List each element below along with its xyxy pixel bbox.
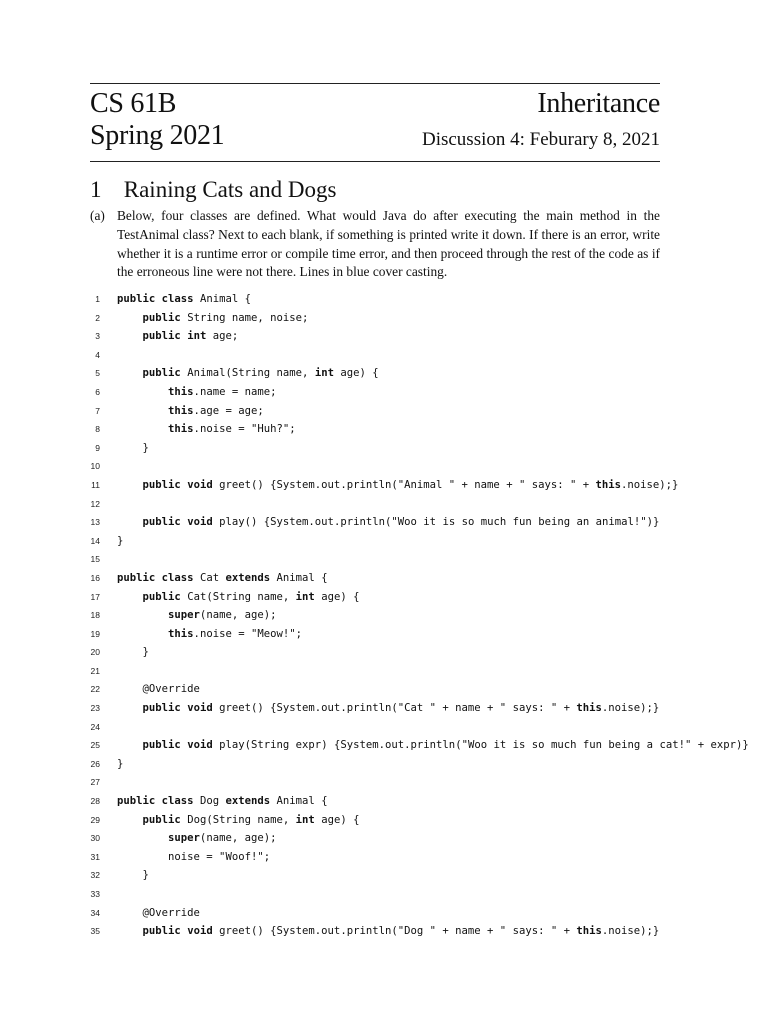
section-heading bbox=[90, 177, 337, 203]
line-number: 10 bbox=[90, 461, 100, 472]
code-text: noise = "Woof!"; bbox=[168, 850, 271, 863]
line-number: 8 bbox=[95, 424, 100, 435]
term-title: Spring 2021 bbox=[90, 120, 225, 151]
line-number: 6 bbox=[95, 386, 100, 397]
section-number: 1 bbox=[90, 177, 102, 202]
question-prompt bbox=[90, 207, 660, 282]
line-number: 23 bbox=[90, 703, 100, 714]
question-label: (a) bbox=[90, 208, 105, 223]
code-text: @Override bbox=[117, 906, 200, 919]
line-number: 11 bbox=[91, 479, 100, 490]
code-text: public Cat(String name, int age) { bbox=[142, 590, 360, 603]
code-line bbox=[0, 792, 768, 811]
line-number: 29 bbox=[90, 814, 100, 825]
code-text: super(name, age); bbox=[168, 832, 277, 845]
question-text: Below, four classes are defined. What would Java do after executing the main method in the TestAnimal class? Next to each blank, if something is printed write it down. If there is an error, write whether it is a runtime error or compile time error, and then proceed through the rest of the code as if the erroneous line were not there. Lines in blue cover casting. bbox=[117, 208, 660, 280]
line-number: 3 bbox=[95, 331, 100, 342]
line-number: 33 bbox=[90, 889, 100, 899]
code-line bbox=[0, 476, 768, 495]
code-line bbox=[0, 773, 768, 792]
code-line bbox=[0, 736, 768, 755]
code-line bbox=[0, 513, 768, 532]
code-text: } bbox=[117, 757, 124, 770]
code-line bbox=[0, 922, 768, 941]
line-number: 27 bbox=[90, 777, 100, 788]
code-text: public void greet() {System.out.println("Animal " + name + " says: " + this.noise);} bbox=[142, 478, 679, 491]
code-line bbox=[0, 327, 768, 346]
line-number: 18 bbox=[90, 610, 100, 621]
code-line bbox=[0, 402, 768, 421]
line-number: 5 bbox=[95, 368, 100, 379]
line-number: 24 bbox=[90, 721, 100, 732]
line-number: 13 bbox=[90, 517, 100, 528]
code-text: } bbox=[117, 441, 149, 454]
code-text: this.age = age; bbox=[168, 404, 264, 417]
code-listing bbox=[0, 290, 768, 941]
code-line bbox=[0, 588, 768, 607]
code-text: } bbox=[117, 534, 124, 547]
code-line bbox=[0, 606, 768, 625]
line-number: 35 bbox=[90, 926, 100, 937]
code-text: public Animal(String name, int age) { bbox=[142, 367, 379, 380]
header-bottom-rule bbox=[90, 161, 660, 162]
code-text: public void greet() {System.out.println("Dog " + name + " says: " + this.noise);} bbox=[142, 925, 660, 938]
line-number: 12 bbox=[90, 498, 100, 509]
code-line bbox=[0, 829, 768, 848]
code-line bbox=[0, 532, 768, 551]
line-number: 26 bbox=[90, 758, 100, 769]
code-text: this.name = name; bbox=[168, 385, 277, 398]
line-number: 22 bbox=[90, 684, 100, 695]
code-line bbox=[0, 904, 768, 923]
code-text: public Dog(String name, int age) { bbox=[142, 813, 360, 826]
code-line bbox=[0, 346, 768, 365]
code-text: super(name, age); bbox=[168, 609, 277, 622]
code-text: public class Animal { bbox=[117, 293, 251, 305]
line-number: 17 bbox=[90, 591, 100, 602]
code-line bbox=[0, 662, 768, 681]
code-line bbox=[0, 885, 768, 904]
code-line bbox=[0, 699, 768, 718]
code-line bbox=[0, 420, 768, 439]
code-line bbox=[0, 569, 768, 588]
line-number: 15 bbox=[90, 554, 100, 565]
code-line bbox=[0, 364, 768, 383]
line-number: 28 bbox=[90, 796, 100, 807]
code-line bbox=[0, 290, 768, 309]
code-text: this.noise = "Huh?"; bbox=[168, 423, 296, 436]
line-number: 30 bbox=[90, 833, 100, 844]
code-line bbox=[0, 866, 768, 885]
line-number: 21 bbox=[90, 665, 100, 676]
line-number: 14 bbox=[90, 535, 100, 546]
code-text: public class Dog extends Animal { bbox=[117, 795, 328, 808]
code-line bbox=[0, 811, 768, 830]
line-number: 19 bbox=[90, 628, 100, 639]
code-line bbox=[0, 643, 768, 662]
code-line bbox=[0, 550, 768, 569]
code-text: public void play(String expr) {System.out.println("Woo it is so much fun being a cat!" + expr)} bbox=[142, 739, 749, 752]
code-line bbox=[0, 439, 768, 458]
discussion-subtitle: Discussion 4: Feburary 8, 2021 bbox=[421, 129, 660, 150]
line-number: 4 bbox=[95, 349, 100, 360]
code-text: this.noise = "Meow!"; bbox=[168, 627, 302, 640]
code-line bbox=[0, 309, 768, 328]
line-number: 16 bbox=[90, 572, 100, 583]
code-text: @Override bbox=[117, 683, 200, 696]
header-top-rule bbox=[90, 83, 660, 84]
code-text: public int age; bbox=[142, 330, 239, 343]
code-text: public class Cat extends Animal { bbox=[117, 571, 328, 584]
code-line bbox=[0, 755, 768, 774]
code-text: public void play() {System.out.println("Woo it is so much fun being an animal!")} bbox=[142, 516, 660, 529]
code-line bbox=[0, 680, 768, 699]
line-number: 25 bbox=[90, 740, 100, 751]
code-text: public String name, noise; bbox=[142, 311, 309, 324]
code-line bbox=[0, 718, 768, 737]
code-text: } bbox=[117, 869, 149, 882]
code-line bbox=[0, 848, 768, 867]
line-number: 20 bbox=[90, 647, 100, 658]
code-line bbox=[0, 383, 768, 402]
line-number: 7 bbox=[95, 405, 100, 416]
line-number: 31 bbox=[90, 851, 100, 862]
code-text: public void greet() {System.out.println("Cat " + name + " says: " + this.noise);} bbox=[142, 702, 660, 715]
line-number: 1 bbox=[95, 294, 100, 304]
code-line bbox=[0, 495, 768, 514]
code-text: } bbox=[117, 646, 149, 659]
line-number: 9 bbox=[95, 442, 100, 453]
line-number: 2 bbox=[95, 312, 100, 323]
topic-title: Inheritance bbox=[537, 88, 660, 119]
section-title: Raining Cats and Dogs bbox=[123, 177, 337, 202]
line-number: 34 bbox=[90, 907, 100, 918]
course-title: CS 61B bbox=[90, 88, 177, 119]
code-line bbox=[0, 625, 768, 644]
code-line bbox=[0, 457, 768, 476]
line-number: 32 bbox=[90, 870, 100, 881]
